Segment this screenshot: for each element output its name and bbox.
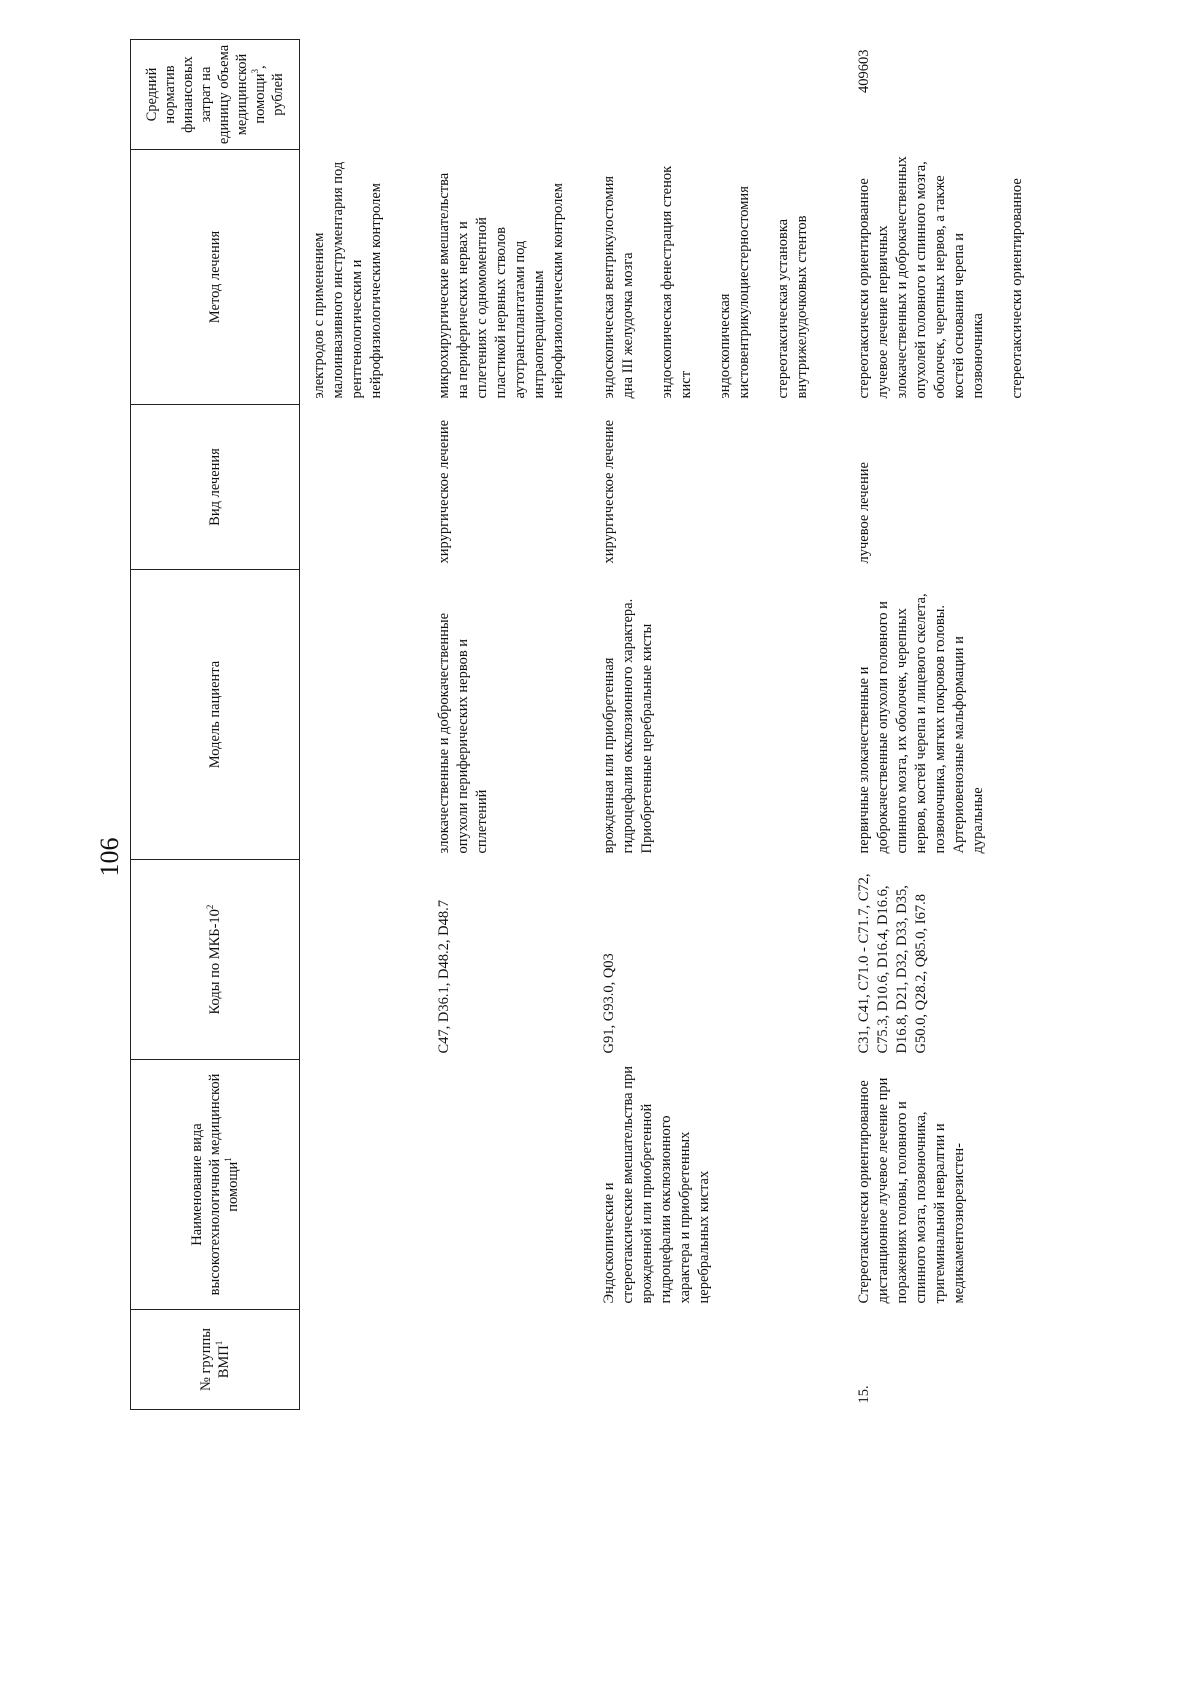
cell-treatment-type: хирургическое лечение [436,419,452,564]
header-group-no: № группы ВМП$^1$ [131,1310,300,1410]
table-header-row [131,40,300,1410]
cell-treatment-type: хирургическое лечение [601,419,617,564]
cell-group-no: 15. [856,1385,872,1404]
cell-methods [429,150,594,405]
cell-name: Эндоскопические и стереотаксические вмешательства при врожденной или приобретенной гидроцефалии окклюзионного характера и приобретенных церебральных кистах [601,1066,712,1304]
table-row [304,40,429,1410]
cell-methods [304,150,429,405]
cell-methods [849,150,1049,405]
cell-name: Стереотаксически ориентированное дистанционное лучевое лечение при поражениях головы, головного и спинного мозга, позвоночника, тригеминальной невралгии и медикаментознорезистен- [856,1077,967,1304]
method-item: эндоскопическая вентрикулостомия дна III желудочка мозга [601,175,636,399]
header-treatment-type: Вид лечения [131,405,300,570]
table-row [429,40,594,1410]
method-item: микрохирургические вмешательства на периферических нервах и сплетениях с одномоментной пластикой нервных стволов аутотрансплантатами под интраоперационным нейрофизиологическим контролем [436,172,566,399]
cell-name [429,1060,594,1310]
header-cost: Средний норматив финансовых затрат на единицу объема медицинской помощи$^3$, рублей [131,40,300,150]
header-patient-model: Модель пациента [131,570,300,860]
table-row [594,40,849,1410]
cell-cost [594,40,849,150]
cell-patient-model [304,570,429,860]
method-item: эндоскопическая фенестрация стенок кист [659,165,694,399]
cell-group-no [594,1310,849,1410]
cell-patient-model: первичные злокачественные и доброкачественные опухоли головного и спинного мозга, их оболочек, черепных нервов, костей черепа и лицевого скелета, позвоночника, мягких покровов головы. Артериовенозные мальформации и дуральные [856,593,986,854]
table-row [849,40,1049,1410]
cell-group-no [304,1310,429,1410]
cell-cost [304,40,429,150]
method-item: электродов с применением малоинвазивного инструментария под рентгенологическим и нейрофизиологическим контролем [311,161,384,399]
header-treatment-method: Метод лечения [131,150,300,405]
cell-group-no [429,1310,594,1410]
cell-name [304,1060,429,1310]
cell-icd [304,860,429,1060]
cell-icd: C47, D36.1, D48.2, D48.7 [436,900,452,1054]
vmp-table [130,39,1049,1410]
cell-methods [594,150,849,405]
cell-patient-model: злокачественные и доброкачественные опухоли периферических нервов и сплетений [436,612,490,854]
method-item: эндоскопическая кистовентрикулоциестерностомия [717,186,752,399]
header-icd: Коды по МКБ-$10^2$ [131,860,300,1060]
rotated-table-region [130,40,1050,1410]
page-number: 106 [95,837,124,877]
method-item: стереотаксически ориентированное [1009,178,1025,399]
cell-cost: 409603 [856,49,872,93]
cell-treatment-type [304,405,429,570]
method-item: стереотаксическая установка внутрижелудочковых стентов [775,215,810,399]
cell-treatment-type: лучевое лечение [856,462,872,564]
method-item: стереотаксически ориентированное лучевое лечение первичных злокачественных и доброкачественных опухолей головного и спинного мозга, оболочек, черепных нервов, а также костей основания черепа и позвоночника [856,156,986,399]
cell-cost [429,40,594,150]
cell-icd: C31, C41, C71.0 - C71.7, C72, C75.3, D10.6, D16.4, D16.6, D16.8, D21, D32, D33, D35, G50.0, Q28.2, Q85.0, I67.8 [856,873,929,1054]
header-name: Наименование вида высокотехнологичной медицинской помощи$^1$ [131,1060,300,1310]
cell-patient-model: врожденная или приобретенная гидроцефалия окклюзионного характера. Приобретенные церебральные кисты [601,598,655,854]
cell-icd: G91, G93.0, Q03 [601,953,617,1054]
